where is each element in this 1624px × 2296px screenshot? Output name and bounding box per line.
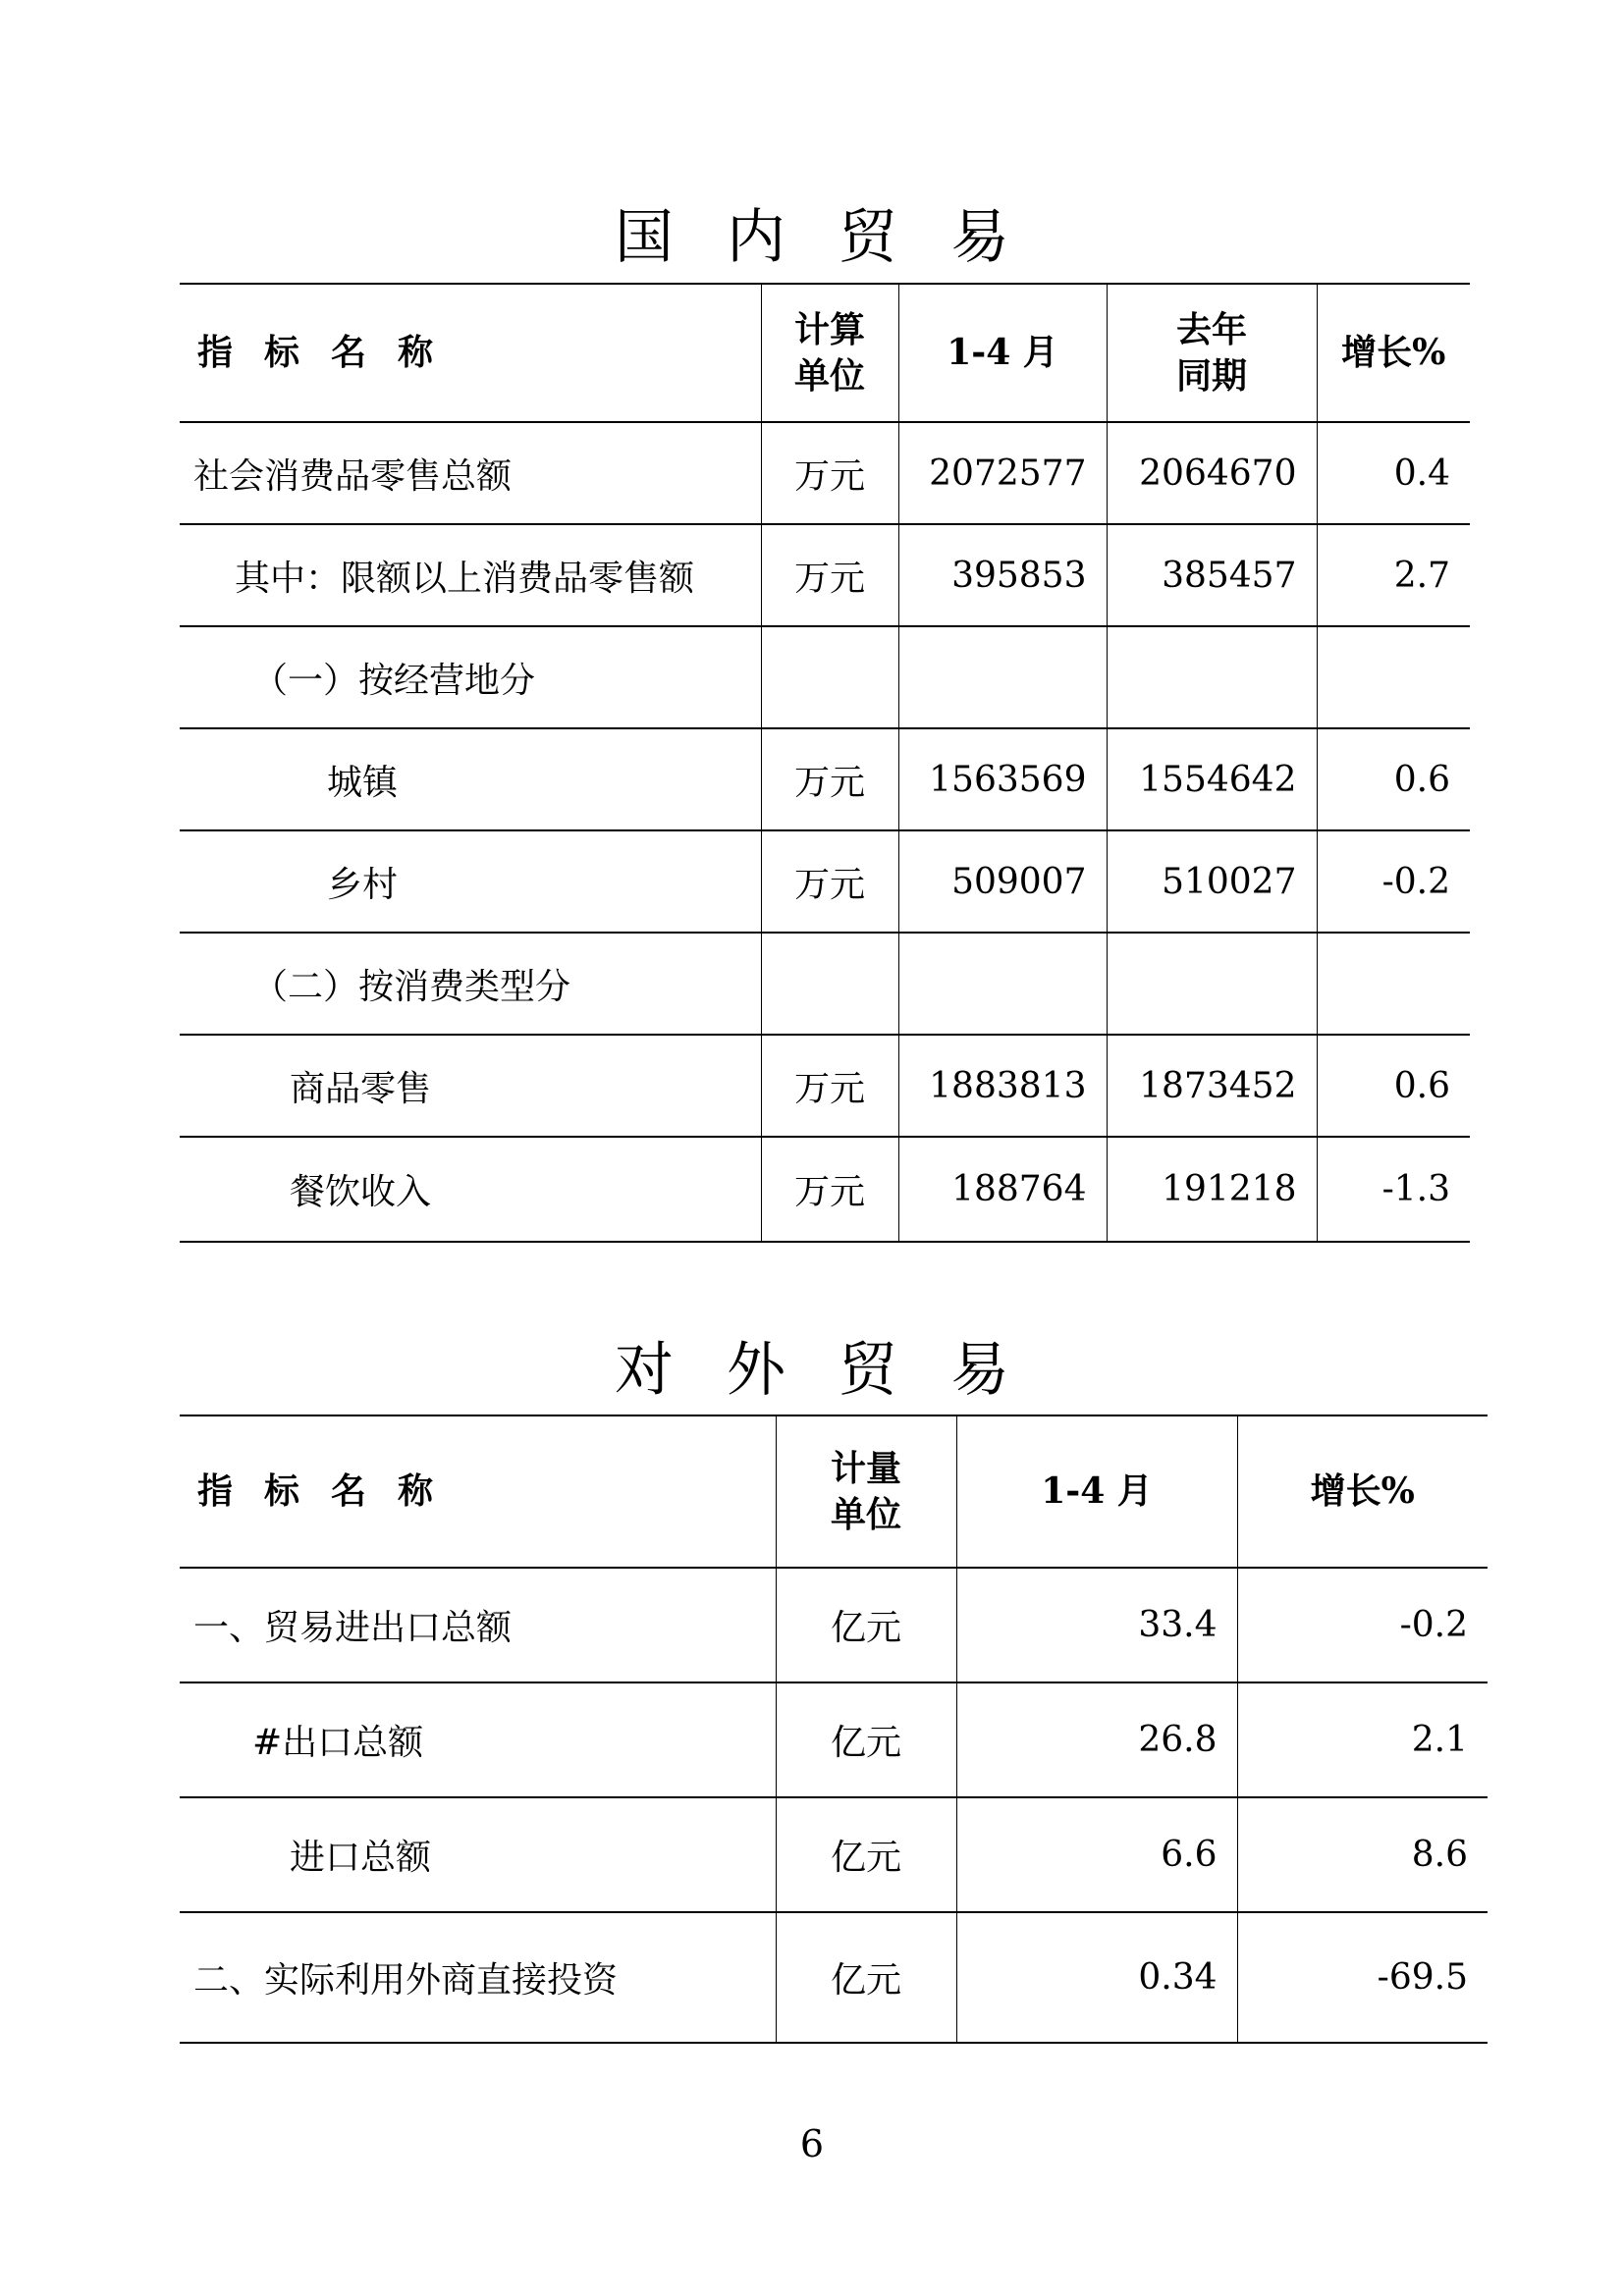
row-growth: 0.6 [1317,1035,1470,1137]
row-growth: -1.3 [1317,1137,1470,1242]
row-name: 二、实际利用外商直接投资 [180,1912,776,2043]
row-unit [761,626,898,728]
row-name: 乡村 [180,830,761,933]
header-last-year: 去年 同期 [1107,284,1317,422]
row-growth: 0.6 [1317,728,1470,830]
header-period: 1-4 月 [956,1415,1237,1568]
header-indicator-name: 指标名称 [180,284,761,422]
header-growth: 增长% [1237,1415,1488,1568]
row-unit [761,933,898,1035]
domestic-trade-table [180,283,1470,1243]
row-value: 395853 [898,524,1107,626]
header-growth: 增长% [1317,284,1470,422]
header-unit: 计算 单位 [761,284,898,422]
table-row [180,933,1470,1035]
row-value [898,933,1107,1035]
row-growth: 2.7 [1317,524,1470,626]
table-row [180,1137,1470,1242]
row-unit: 亿元 [776,1682,956,1797]
row-value: 0.34 [956,1912,1237,2043]
foreign-header-row [180,1415,1488,1568]
row-last-year: 191218 [1107,1137,1317,1242]
row-value: 1563569 [898,728,1107,830]
row-unit: 万元 [761,422,898,524]
row-unit: 亿元 [776,1568,956,1682]
row-unit: 万元 [761,728,898,830]
row-name: 餐饮收入 [180,1137,761,1242]
domestic-trade-title: 国内贸易 [615,203,1062,272]
row-name: 进口总额 [180,1797,776,1912]
row-unit: 亿元 [776,1912,956,2043]
row-name: 社会消费品零售总额 [180,422,761,524]
row-name: #出口总额 [180,1682,776,1797]
row-value: 2072577 [898,422,1107,524]
row-value: 26.8 [956,1682,1237,1797]
row-last-year: 1873452 [1107,1035,1317,1137]
row-unit: 万元 [761,524,898,626]
row-value: 1883813 [898,1035,1107,1137]
row-growth [1317,933,1470,1035]
row-growth: 8.6 [1237,1797,1488,1912]
row-value: 188764 [898,1137,1107,1242]
row-last-year: 385457 [1107,524,1317,626]
row-last-year: 510027 [1107,830,1317,933]
row-unit: 万元 [761,830,898,933]
row-name: 商品零售 [180,1035,761,1137]
table-row [180,1682,1488,1797]
row-name: （二）按消费类型分 [180,933,761,1035]
page-number: 6 [799,2122,825,2165]
domestic-header-row [180,284,1470,422]
header-unit: 计量 单位 [776,1415,956,1568]
header-period: 1-4 月 [898,284,1107,422]
row-growth: -0.2 [1317,830,1470,933]
row-last-year: 2064670 [1107,422,1317,524]
table-row [180,626,1470,728]
row-unit: 万元 [761,1137,898,1242]
table-row [180,728,1470,830]
header-indicator-name: 指标名称 [180,1415,776,1568]
row-value: 509007 [898,830,1107,933]
row-unit: 亿元 [776,1797,956,1912]
row-name: 城镇 [180,728,761,830]
table-row [180,1797,1488,1912]
table-row [180,524,1470,626]
row-name: 其中：限额以上消费品零售额 [180,524,761,626]
row-last-year [1107,626,1317,728]
row-growth: -69.5 [1237,1912,1488,2043]
foreign-trade-title: 对外贸易 [615,1336,1062,1405]
table-row [180,1912,1488,2043]
row-growth: 0.4 [1317,422,1470,524]
row-last-year: 1554642 [1107,728,1317,830]
row-growth: 2.1 [1237,1682,1488,1797]
table-row [180,1035,1470,1137]
row-growth: -0.2 [1237,1568,1488,1682]
row-last-year [1107,933,1317,1035]
table-row [180,1568,1488,1682]
row-value [898,626,1107,728]
row-value: 6.6 [956,1797,1237,1912]
foreign-trade-table [180,1415,1488,2044]
row-unit: 万元 [761,1035,898,1137]
row-growth [1317,626,1470,728]
table-row [180,422,1470,524]
row-name: （一）按经营地分 [180,626,761,728]
table-row [180,830,1470,933]
row-value: 33.4 [956,1568,1237,1682]
row-name: 一、贸易进出口总额 [180,1568,776,1682]
